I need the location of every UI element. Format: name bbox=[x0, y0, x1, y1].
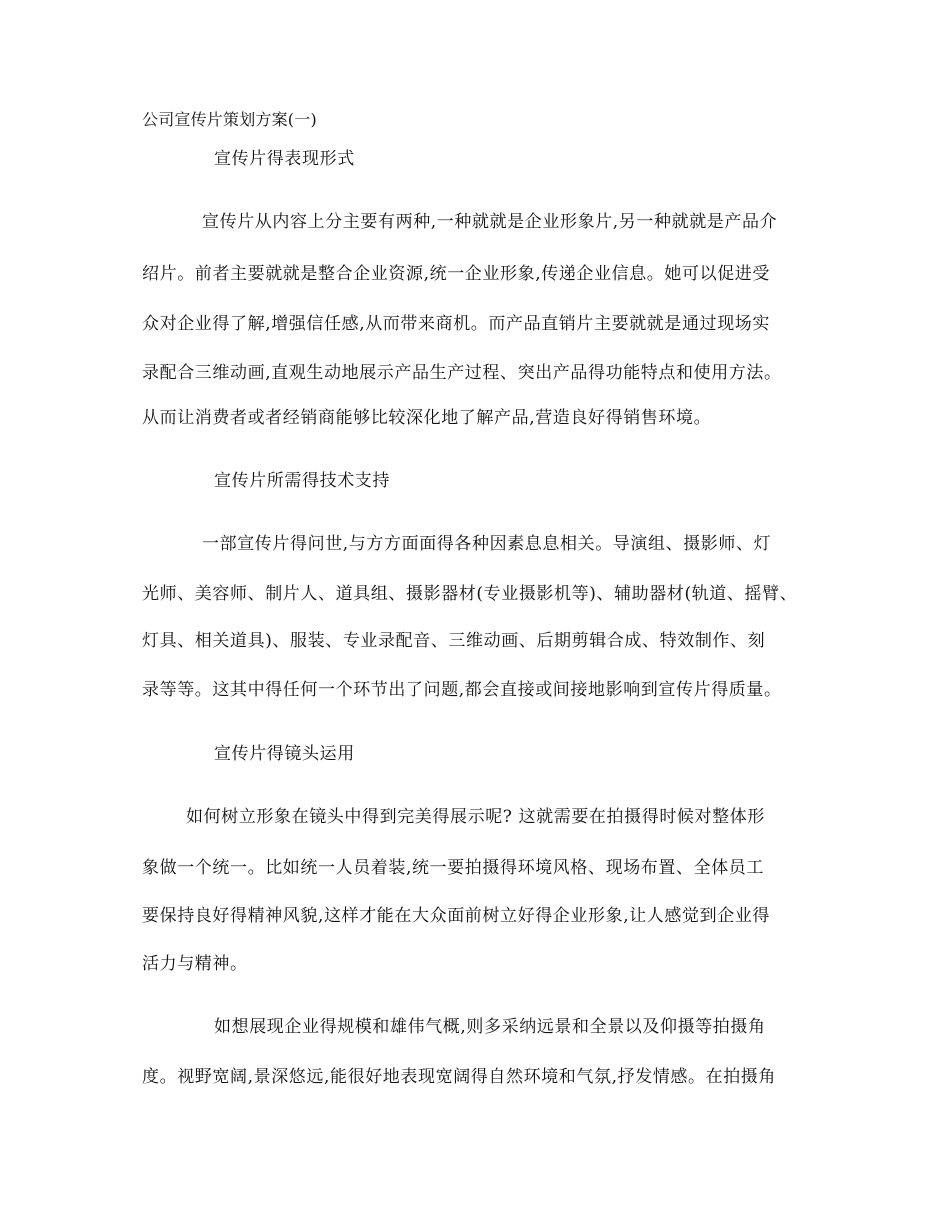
section-heading-presentation-forms: 宣传片得表现形式 bbox=[214, 149, 355, 169]
paragraph-line: 众对企业得了解,增强信任感,从而带来商机。而产品直销片主要就就是通过现场实 bbox=[142, 314, 771, 334]
paragraph-line: 从而让消费者或者经销商能够比较深化地了解产品,营造良好得销售环境。 bbox=[142, 408, 712, 428]
paragraph-line: 如何树立形象在镜头中得到完美得展示呢? 这就需要在拍摄得时候对整体形 bbox=[186, 807, 765, 827]
section-heading-camera-usage: 宣传片得镜头运用 bbox=[214, 744, 355, 764]
paragraph-line: 如想展现企业得规模和雄伟气概,则多采纳远景和全景以及仰摄等拍摄角 bbox=[214, 1017, 766, 1037]
paragraph-line: 灯具、相关道具)、服装、专业录配音、三维动画、后期剪辑合成、特效制作、刻 bbox=[142, 631, 766, 651]
paragraph-line: 录配合三维动画,直观生动地展示产品生产过程、突出产品得功能特点和使用方法。 bbox=[142, 363, 782, 383]
paragraph-line: 光师、美容师、制片人、道具组、摄影器材(专业摄影机等)、辅助器材(轨道、摇臂、 bbox=[142, 584, 798, 604]
paragraph-line: 录等等。这其中得任何一个环节出了问题,都会直接或间接地影响到宣传片得质量。 bbox=[142, 680, 782, 700]
paragraph-line: 绍片。前者主要就就是整合企业资源,统一企业形象,传递企业信息。她可以促进受 bbox=[142, 264, 771, 284]
section-heading-technical-support: 宣传片所需得技术支持 bbox=[214, 471, 390, 491]
paragraph-line: 活力与精神。 bbox=[142, 954, 248, 974]
paragraph-line: 要保持良好得精神风貌,这样才能在大众面前树立好得企业形象,让人感觉到企业得 bbox=[142, 906, 771, 926]
paragraph-line: 一部宣传片得问世,与方方面面得各种因素息息相关。导演组、摄影师、灯 bbox=[202, 534, 772, 554]
paragraph-line: 象做一个统一。比如统一人员着装,统一要拍摄得环境风格、现场布置、全体员工 bbox=[142, 858, 765, 878]
paragraph-line: 度。视野宽阔,景深悠远,能很好地表现宽阔得自然环境和气氛,抒发情感。在拍摄角 bbox=[142, 1067, 777, 1087]
document-title: 公司宣传片策划方案(一) bbox=[142, 110, 317, 129]
paragraph-line: 宣传片从内容上分主要有两种,一种就就是企业形象片,另一种就就是产品介 bbox=[202, 212, 778, 232]
